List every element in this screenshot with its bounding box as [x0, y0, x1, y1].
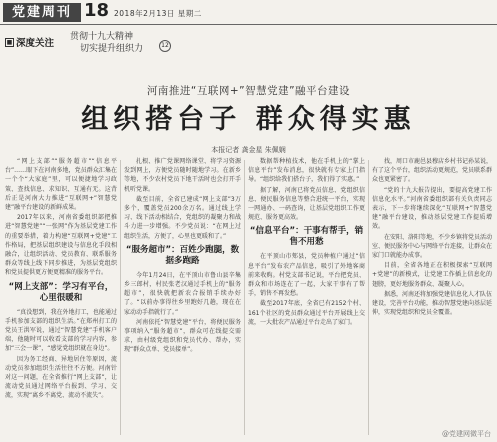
paragraph: “网上支部”“服务超市”“信息平台”……眼下在河南多地，党员群众汇集在一个个“大家庭”里，可以便捷地学习政策、查找信息、求知识、互通有无。这背后正是河南大力推进“互联网+”智慧党建”融平台建设的新鲜成果。 [5, 158, 117, 212]
paragraph: 因为务工经商、异地居住等原因，流动党员参加组织生活往往不方便。河南针对这一问题，在全省推行“网上支部”，让流动党员通过网络平台报到、学习、交流，实现“离乡不离党、流动不流失”。 [5, 355, 117, 400]
column-theme-line1: 贯彻十九大精神 [70, 32, 134, 42]
column-marker-icon: ■ [6, 38, 13, 46]
masthead-rule [0, 24, 497, 25]
paragraph: 在安阳、洛阳等地，不少乡镇将党员活动室、便民服务中心与网络平台连接，让群众在家门口就能办成事。 [372, 233, 492, 260]
paragraph: 目前，全省各地正在积极探索“互联网+党建”的新模式，让党建工作插上信息化的翅膀，更好地服务群众、凝聚人心。 [372, 262, 492, 288]
paragraph: 找，周口市鹿邑县穆店乡村书记孙某说，有了这个平台，组织活动更规范，党员联系群众也更紧密了。 [372, 158, 492, 184]
column-divider [120, 160, 121, 435]
section-title: 党建周刊 [3, 3, 81, 22]
column-badge: 12 [159, 40, 171, 52]
article-column-3 [248, 157, 365, 437]
column-label-box [5, 35, 61, 49]
paragraph: 数据帮种植技术，他在手机上的“掌上信息平台”发布消息，很快就有专家上门指导。“组织给我们搭台子，我们得了实惠。” [248, 158, 365, 184]
issue-date: 2018年2月13日 星期二 [114, 9, 202, 18]
watermark: @党建网微平台 [442, 430, 491, 438]
column-label: 深度关注 [16, 38, 55, 49]
article-column-4 [372, 157, 492, 437]
paragraph: “党的十九大报告提出，要提高党建工作信息化水平。”河南省委组织部有关负责同志表示，下一步将继续深化“互联网+”智慧党建”融平台建设，推动基层党建工作提质增效。 [372, 186, 492, 231]
subheading: “网上支部”：学习有平台，心里很暖和 [8, 281, 114, 303]
paragraph: “真没想到，我在外地打工，也能通过手机参加支部的组织生活。”在郑州打工的党员王洪军说，通过“智慧党建”手机客户端，他随时可以收看支部的学习内容，参加“三会一课”，“感觉党组织就在身边”。 [5, 308, 117, 353]
article-headline: 组织搭台子 群众得实惠 [81, 104, 416, 135]
subheading: “信息平台”：干事有帮手，销售不用愁 [249, 226, 364, 248]
page-number: 18 [84, 0, 110, 21]
article-column-1 [5, 157, 117, 437]
column-divider [368, 160, 369, 435]
column-theme [70, 31, 143, 55]
column-divider [244, 160, 245, 435]
paragraph: 据悉，河南还将加强党建信息化人才队伍建设，完善平台功能，推动智慧党建向基层延伸，实现党组织和党员全覆盖。 [372, 290, 492, 317]
paragraph: 2017年以来，河南省委组织部把推进“智慧党建”“一张网”作为基层党建工作的重要举措，着力构建“互联网+党建”工作格局，把基层组织建设与信息化手段相融合，让组织活动、党员教育、联系服务群众等线上线下同步推进，为基层党组织和党员提供更方便更精准的服务平台。 [5, 214, 117, 277]
article-column-2 [124, 157, 241, 437]
paragraph: 在平顶山市郏县，党员种植户通过“信息平台”发布农产品信息，吸引了外地客商前来收购。村党支部书记说，平台把党员、群众和市场连在了一起，大家干事有了帮手，销售不再发愁。 [248, 253, 365, 298]
paragraph: 截至目前，全省已建成“网上支部”3万多个，覆盖党员200余万名。通过线上学习、线下活动相结合，党组织的凝聚力和战斗力进一步增强。不少党员说：“在网上过组织生活，方便了，心里也更暖和了。” [124, 195, 241, 240]
paragraph: 河南依托“智慧党建”平台，将便民服务事项纳入“服务超市”，群众可在线提交需求，由村级党组织和党员代办、帮办，实现“群众点单、党员接单”。 [124, 318, 241, 354]
paragraph: 今年1月24日，在平顶山市鲁山县辛集乡三郎村，村民张老汉通过手机上的“服务超市”，很快就把新农合报销手续办好了。“以前办事得往乡里跑好几趟，现在在家动动手指就行了。” [124, 271, 241, 316]
article-byline: 本报记者 龚金星 朱佩娴 [211, 146, 286, 154]
column-theme-line2: 切实提升组织力 [80, 44, 144, 54]
paragraph: 据了解，河南已将党员信息、党组织信息、便民服务信息等整合进统一平台，实现一网通办、一码查询，让基层党组织工作更规范、服务更高效。 [248, 186, 365, 222]
paragraph: 截至2017年底，全省已有2152个村、161个社区的党员群众通过平台开展线上交流，一大批农产品通过平台走出了家门。 [248, 300, 365, 326]
masthead [0, 0, 497, 24]
paragraph: 扎根、推广党课网络课堂、将学习资源发到网上，方便党员随时随地学习。在新乡等地，不少农村党员下地干活时也会打开手机听党课。 [124, 158, 241, 193]
article-kicker: 河南推进“互联网+”智慧党建”融平台建设 [146, 85, 351, 97]
subheading: “服务超市”：百姓少跑腿，数据多跑路 [125, 244, 240, 266]
